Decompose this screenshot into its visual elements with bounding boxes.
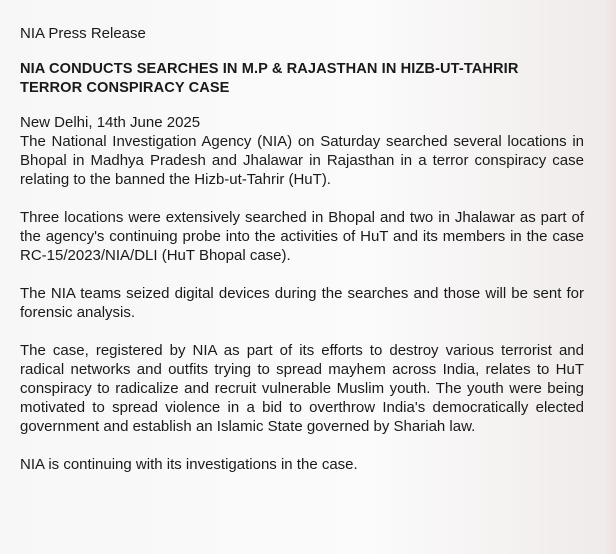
paragraph-intro: The National Investigation Agency (NIA) on Saturday searched several locations in Bhopal in Madhya Pradesh and Jhalawar in Rajasthan in a terror conspiracy case relating to the banned the Hizb-ut-Tahrir (HuT). bbox=[20, 133, 584, 188]
headline: NIA CONDUCTS SEARCHES IN M.P & RAJASTHAN IN HIZB-UT-TAHRIR TERROR CONSPIRACY CASE bbox=[20, 61, 519, 96]
paragraph-closing: NIA is continuing with its investigations in the case. bbox=[20, 456, 358, 473]
page-edge-shadow bbox=[604, 0, 616, 554]
paragraph-locations: Three locations were extensively searched in Bhopal and two in Jhalawar as part of the agency's continuing probe into the activities of HuT and its members in the case RC-15/2023/NIA/DLI (HuT Bhopal case). bbox=[20, 209, 584, 264]
paragraph-seizure: The NIA teams seized digital devices during the searches and those will be sent for forensic analysis. bbox=[20, 285, 584, 321]
dateline: New Delhi, 14th June 2025 bbox=[20, 114, 201, 131]
document-label: NIA Press Release bbox=[20, 25, 146, 42]
paragraph-case-details: The case, registered by NIA as part of its efforts to destroy various terrorist and radical networks and outfits trying to spread mayhem across India, relates to HuT conspiracy to radicalize and recruit vulnerable Muslim youth. The youth were being motivated to spread violence in a bid to overthrow India's democratically elected government and establish an Islamic State governed by Shariah law. bbox=[20, 342, 584, 435]
